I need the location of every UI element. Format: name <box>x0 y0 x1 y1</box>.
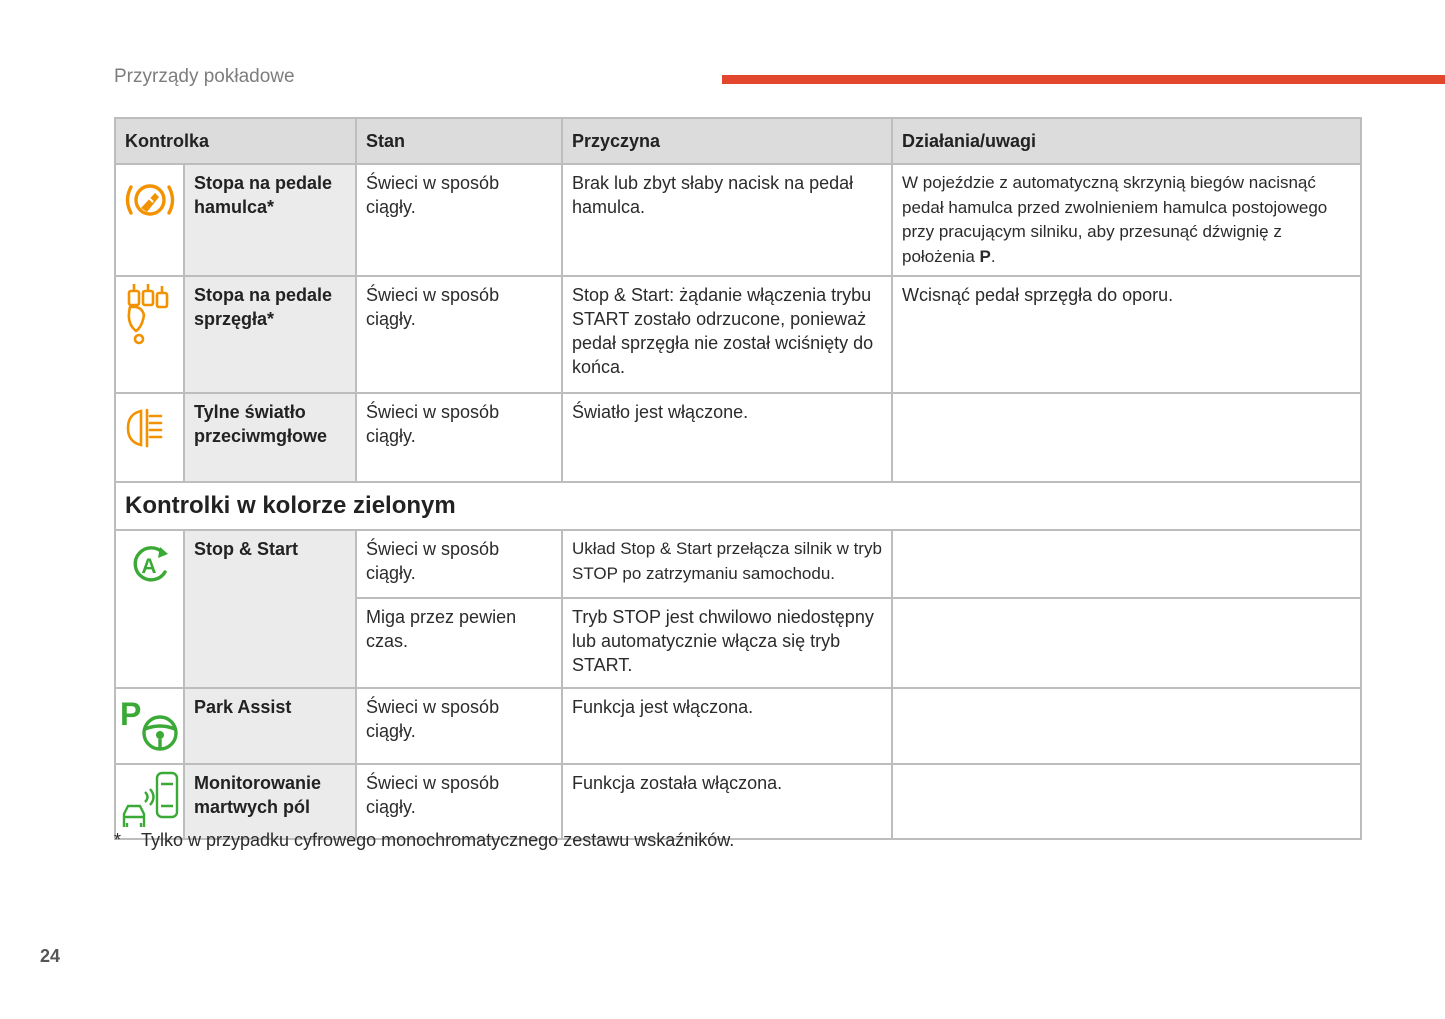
footnote-marker: * <box>114 830 122 850</box>
action-end: . <box>990 246 996 266</box>
footnote-text: Tylko w przypadku cyfrowego monochromatycznego zestawu wskaźników. <box>141 830 735 850</box>
indicator-cause: Brak lub zbyt słaby nacisk na pedał hamulca. <box>562 164 892 276</box>
indicator-table <box>114 117 1362 840</box>
indicator-state: Świeci w sposób ciągły. <box>356 530 562 598</box>
action-bold-p: P <box>979 246 991 266</box>
indicator-action <box>892 164 1361 276</box>
table-row <box>115 764 1361 839</box>
stop-start-icon <box>127 545 173 585</box>
indicator-action <box>892 530 1361 598</box>
indicator-state: Świeci w sposób ciągły. <box>356 393 562 482</box>
table-row <box>115 688 1361 764</box>
indicator-name: Stopa na pedale hamulca* <box>184 164 356 276</box>
svg-text:P: P <box>119 696 141 732</box>
indicator-state: Świeci w sposób ciągły. <box>356 764 562 839</box>
clutch-foot-icon <box>124 281 176 345</box>
indicator-name: Tylne światło przeciwmgłowe <box>184 393 356 482</box>
header-accent-bar <box>722 75 1445 84</box>
icon-cell <box>115 764 184 839</box>
page-number: 24 <box>40 946 61 966</box>
indicator-cause: Tryb STOP jest chwilowo niedostępny lub automatycznie włącza się tryb START. <box>562 598 892 688</box>
blind-spot-icon <box>119 770 181 830</box>
table-row <box>115 164 1361 276</box>
indicator-cause: Funkcja została włączona. <box>562 764 892 839</box>
column-header-kontrolka: Kontrolka <box>115 118 356 164</box>
action-text: W pojeździe z automatyczną skrzynią biegów nacisnąć pedał hamulca przed zwolnieniem hamulca postojowego przy pracującym silniku, aby przesunąć dźwignię z położenia <box>902 173 1328 266</box>
rear-fog-light-icon <box>125 406 175 450</box>
indicator-cause: Stop & Start: żądanie włączenia trybu START zostało odrzucone, ponieważ pedał sprzęgła nie został wciśnięty do końca. <box>562 276 892 393</box>
icon-cell <box>115 530 184 688</box>
svg-text:A: A <box>140 555 157 578</box>
table-row <box>115 393 1361 482</box>
indicator-action: Wcisnąć pedał sprzęgła do oporu. <box>892 276 1361 393</box>
icon-cell <box>115 276 184 393</box>
indicator-cause: Światło jest włączone. <box>562 393 892 482</box>
indicator-name: Stopa na pedale sprzęgła* <box>184 276 356 393</box>
indicator-state: Świeci w sposób ciągły. <box>356 688 562 764</box>
indicator-state: Miga przez pewien czas. <box>356 598 562 688</box>
indicator-state: Świeci w sposób ciągły. <box>356 276 562 393</box>
indicator-state: Świeci w sposób ciągły. <box>356 164 562 276</box>
park-assist-icon <box>118 695 182 753</box>
table-header-row <box>115 118 1361 164</box>
indicator-name: Monitorowanie martwych pól <box>184 764 356 839</box>
indicator-name: Stop & Start <box>184 530 356 688</box>
column-header-dzialania: Działania/uwagi <box>892 118 1361 164</box>
indicator-action <box>892 598 1361 688</box>
green-section-title: Kontrolki w kolorze zielonym <box>115 482 1361 530</box>
icon-cell <box>115 164 184 276</box>
indicator-name: Park Assist <box>184 688 356 764</box>
green-section-row <box>115 482 1361 530</box>
table-row <box>115 276 1361 393</box>
icon-cell <box>115 688 184 764</box>
icon-cell <box>115 393 184 482</box>
brake-foot-icon <box>119 179 181 229</box>
table-row <box>115 530 1361 598</box>
indicator-cause: Funkcja jest włączona. <box>562 688 892 764</box>
indicator-action <box>892 393 1361 482</box>
footnote <box>114 830 734 851</box>
indicator-action <box>892 764 1361 839</box>
indicator-cause: Układ Stop & Start przełącza silnik w tryb STOP po zatrzymaniu samochodu. <box>562 530 892 598</box>
section-title: Przyrządy pokładowe <box>114 66 295 87</box>
indicator-action <box>892 688 1361 764</box>
column-header-przyczyna: Przyczyna <box>562 118 892 164</box>
column-header-stan: Stan <box>356 118 562 164</box>
